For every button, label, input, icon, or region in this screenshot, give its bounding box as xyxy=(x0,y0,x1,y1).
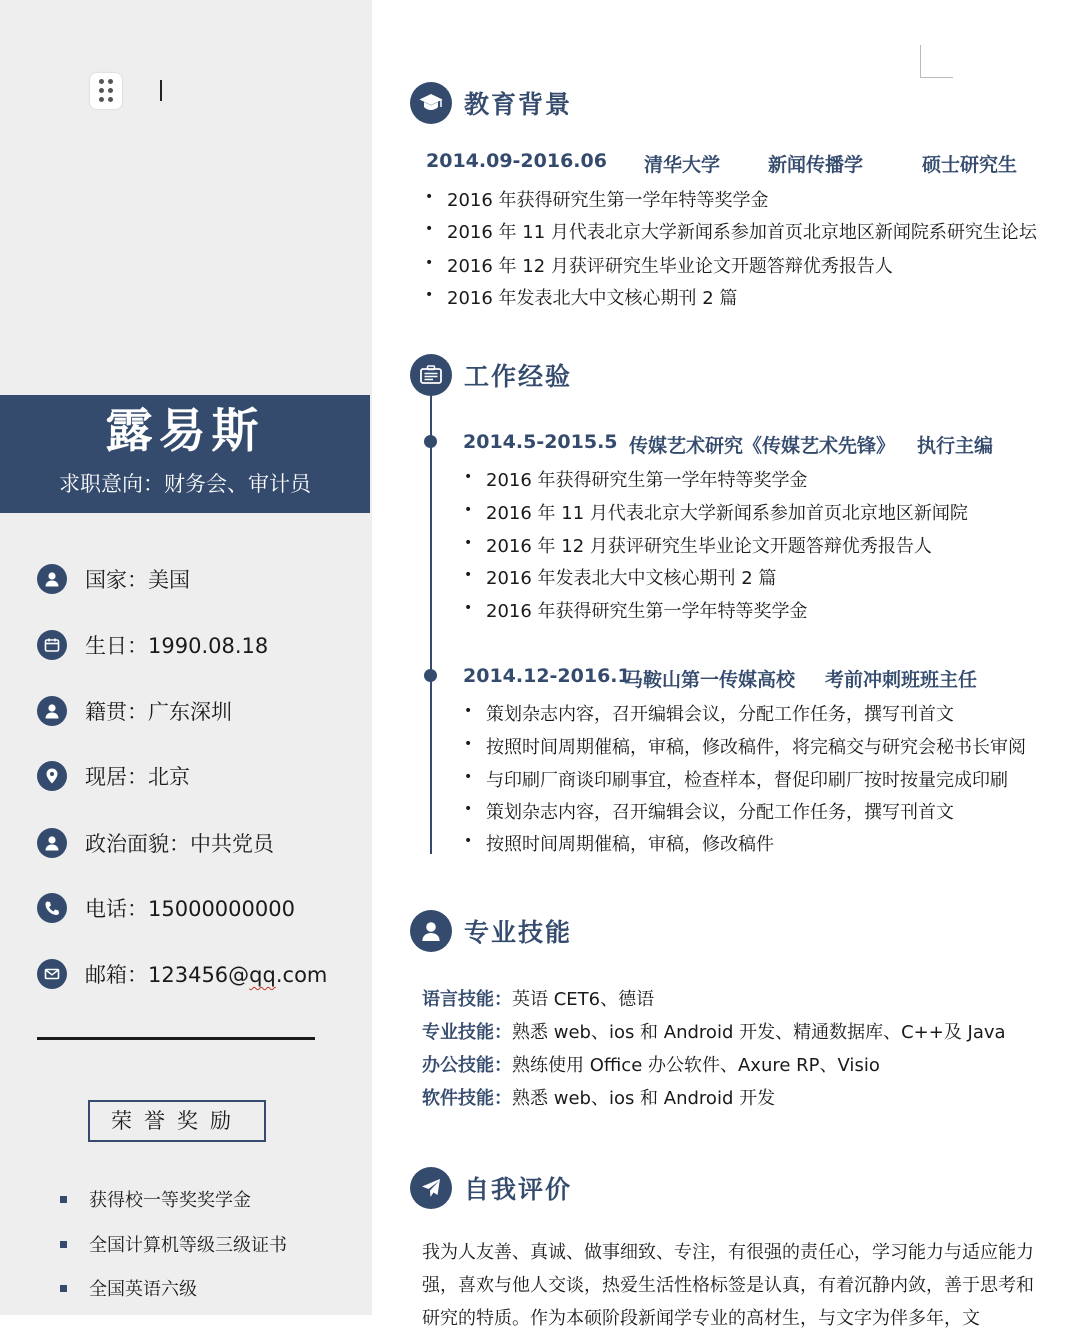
residence-text: 现居：北京 xyxy=(85,765,190,789)
job2-bullet: • 策划杂志内容，召开编辑会议，分配工作任务，撰写刊首文 xyxy=(486,700,954,726)
section-education-header xyxy=(410,82,572,124)
job1-role: 执行主编 xyxy=(917,435,994,457)
phone-icon xyxy=(37,893,67,923)
section-self-eval-header xyxy=(410,1167,572,1209)
edu-bullet: • 2016 年 12 月获评研究生毕业论文开题答辩优秀报告人 xyxy=(447,252,893,278)
honors-title: 荣誉奖励 xyxy=(88,1100,266,1142)
bullet-square xyxy=(60,1241,67,1248)
job2-period: 2014.12-2016.1 xyxy=(463,665,631,687)
skill-value: 熟悉 web、ios 和 Android 开发 xyxy=(512,1088,776,1109)
skill-label: 语言技能： xyxy=(422,989,512,1010)
skill-value: 熟练使用 Office 办公软件、Axure RP、Visio xyxy=(512,1055,880,1076)
bullet-square xyxy=(60,1196,67,1203)
info-email xyxy=(37,958,327,990)
job1-bullet: • 2016 年 12 月获评研究生毕业论文开题答辩优秀报告人 xyxy=(486,532,932,558)
section-title: 专业技能 xyxy=(464,918,573,947)
job2-role: 考前冲刺班班主任 xyxy=(825,669,978,691)
job2-bullet: • 按照时间周期催稿，审稿，修改稿件，将完稿交与研究会秘书长审阅 xyxy=(486,733,1026,759)
candidate-name: 露易斯 xyxy=(105,404,265,459)
job2-bullet: • 与印刷厂商谈印刷事宜，检查样本，督促印刷厂按时按量完成印刷 xyxy=(486,766,1008,792)
email-suffix: .com xyxy=(275,963,328,987)
user-icon xyxy=(37,564,67,594)
job1-bullet: • 2016 年获得研究生第一学年特等奖学金 xyxy=(486,597,808,623)
page-corner-mark xyxy=(920,45,953,78)
email-text xyxy=(85,959,327,989)
self-eval-text: 我为人友善、真诚、做事细致、专注，有很强的责任心，学习能力与适应能力强，喜欢与他人交谈，热爱生活性格标签是认真，有着沉静内敛，善于思考和研究的特质。作为本硕阶段新闻学专业的高材生，与文字为伴多年，文 xyxy=(422,1242,1034,1329)
skill-label: 专业技能： xyxy=(422,1022,512,1043)
skill-label: 软件技能： xyxy=(422,1088,512,1109)
section-title: 自我评价 xyxy=(464,1175,573,1204)
job1-period: 2014.5-2015.5 xyxy=(463,431,618,453)
edu-major: 新闻传播学 xyxy=(768,154,864,176)
info-birthday xyxy=(37,629,268,661)
job2-bullet: • 策划杂志内容，召开编辑会议，分配工作任务，撰写刊首文 xyxy=(486,798,954,824)
work-timeline xyxy=(430,394,432,854)
phone-text: 电话：15000000000 xyxy=(85,897,295,921)
paper-plane-icon xyxy=(410,1167,452,1209)
job1-company: 传媒艺术研究《传媒艺术先锋》 xyxy=(629,435,896,457)
country-text: 国家：美国 xyxy=(85,568,190,592)
info-residence xyxy=(37,760,190,792)
skill-value: 熟悉 web、ios 和 Android 开发、精通数据库、C++及 Java xyxy=(512,1022,1006,1043)
location-pin-icon xyxy=(37,761,67,791)
info-country xyxy=(37,563,190,595)
job-intent: 求职意向：财务会、审计员 xyxy=(59,472,311,496)
job2-company: 马鞍山第一传媒高校 xyxy=(624,669,796,691)
graduation-cap-icon xyxy=(410,82,452,124)
calendar-icon xyxy=(37,630,67,660)
birthday-text: 生日：1990.08.18 xyxy=(85,634,269,658)
job1-bullet: • 2016 年 11 月代表北京大学新闻系参加首页北京地区新闻院 xyxy=(486,499,968,525)
edu-bullet: • 2016 年 11 月代表北京大学新闻系参加首页北京地区新闻院系研究生论坛 xyxy=(447,218,1037,244)
section-skills-header xyxy=(410,910,572,952)
user-icon xyxy=(410,910,452,952)
sidebar-divider xyxy=(37,1037,315,1040)
edu-bullet: • 2016 年获得研究生第一学年特等奖学金 xyxy=(447,186,769,212)
user-icon xyxy=(37,828,67,858)
bullet-square xyxy=(60,1285,67,1292)
name-banner xyxy=(0,395,370,513)
edu-period: 2014.09-2016.06 xyxy=(426,150,607,172)
edu-bullet: • 2016 年发表北大中文核心期刊 2 篇 xyxy=(447,284,737,310)
skill-value: 英语 CET6、德语 xyxy=(512,989,655,1010)
edu-degree: 硕士研究生 xyxy=(922,154,1018,176)
skill-line xyxy=(422,985,654,1011)
edu-school: 清华大学 xyxy=(644,154,721,176)
native-text: 籍贯：广东深圳 xyxy=(85,700,232,724)
skill-line xyxy=(422,1084,775,1110)
politics-text: 政治面貌：中共党员 xyxy=(85,832,274,856)
job1-bullet: • 2016 年获得研究生第一学年特等奖学金 xyxy=(486,466,808,492)
user-icon xyxy=(37,696,67,726)
section-title: 教育背景 xyxy=(464,90,573,119)
info-phone xyxy=(37,892,295,924)
email-prefix: 邮箱：123456@ xyxy=(85,963,250,987)
skill-label: 办公技能： xyxy=(422,1055,512,1076)
section-work-header xyxy=(410,354,572,396)
honor-item: 全国计算机等级三级证书 xyxy=(60,1231,287,1257)
timeline-dot xyxy=(424,669,437,682)
info-native xyxy=(37,695,232,727)
timeline-dot xyxy=(424,435,437,448)
job2-bullet: • 按照时间周期催稿，审稿，修改稿件 xyxy=(486,830,774,856)
text-cursor xyxy=(160,80,162,101)
honor-item: 获得校一等奖奖学金 xyxy=(60,1186,251,1212)
job1-bullet: • 2016 年发表北大中文核心期刊 2 篇 xyxy=(486,564,776,590)
briefcase-icon xyxy=(410,354,452,396)
mail-icon xyxy=(37,959,67,989)
drag-handle-icon[interactable] xyxy=(90,73,122,109)
info-politics xyxy=(37,827,274,859)
skill-line xyxy=(422,1018,1006,1044)
section-title: 工作经验 xyxy=(464,362,573,391)
skill-line xyxy=(422,1051,880,1077)
email-domain: qq xyxy=(249,963,276,987)
honor-item: 全国英语六级 xyxy=(60,1275,197,1301)
